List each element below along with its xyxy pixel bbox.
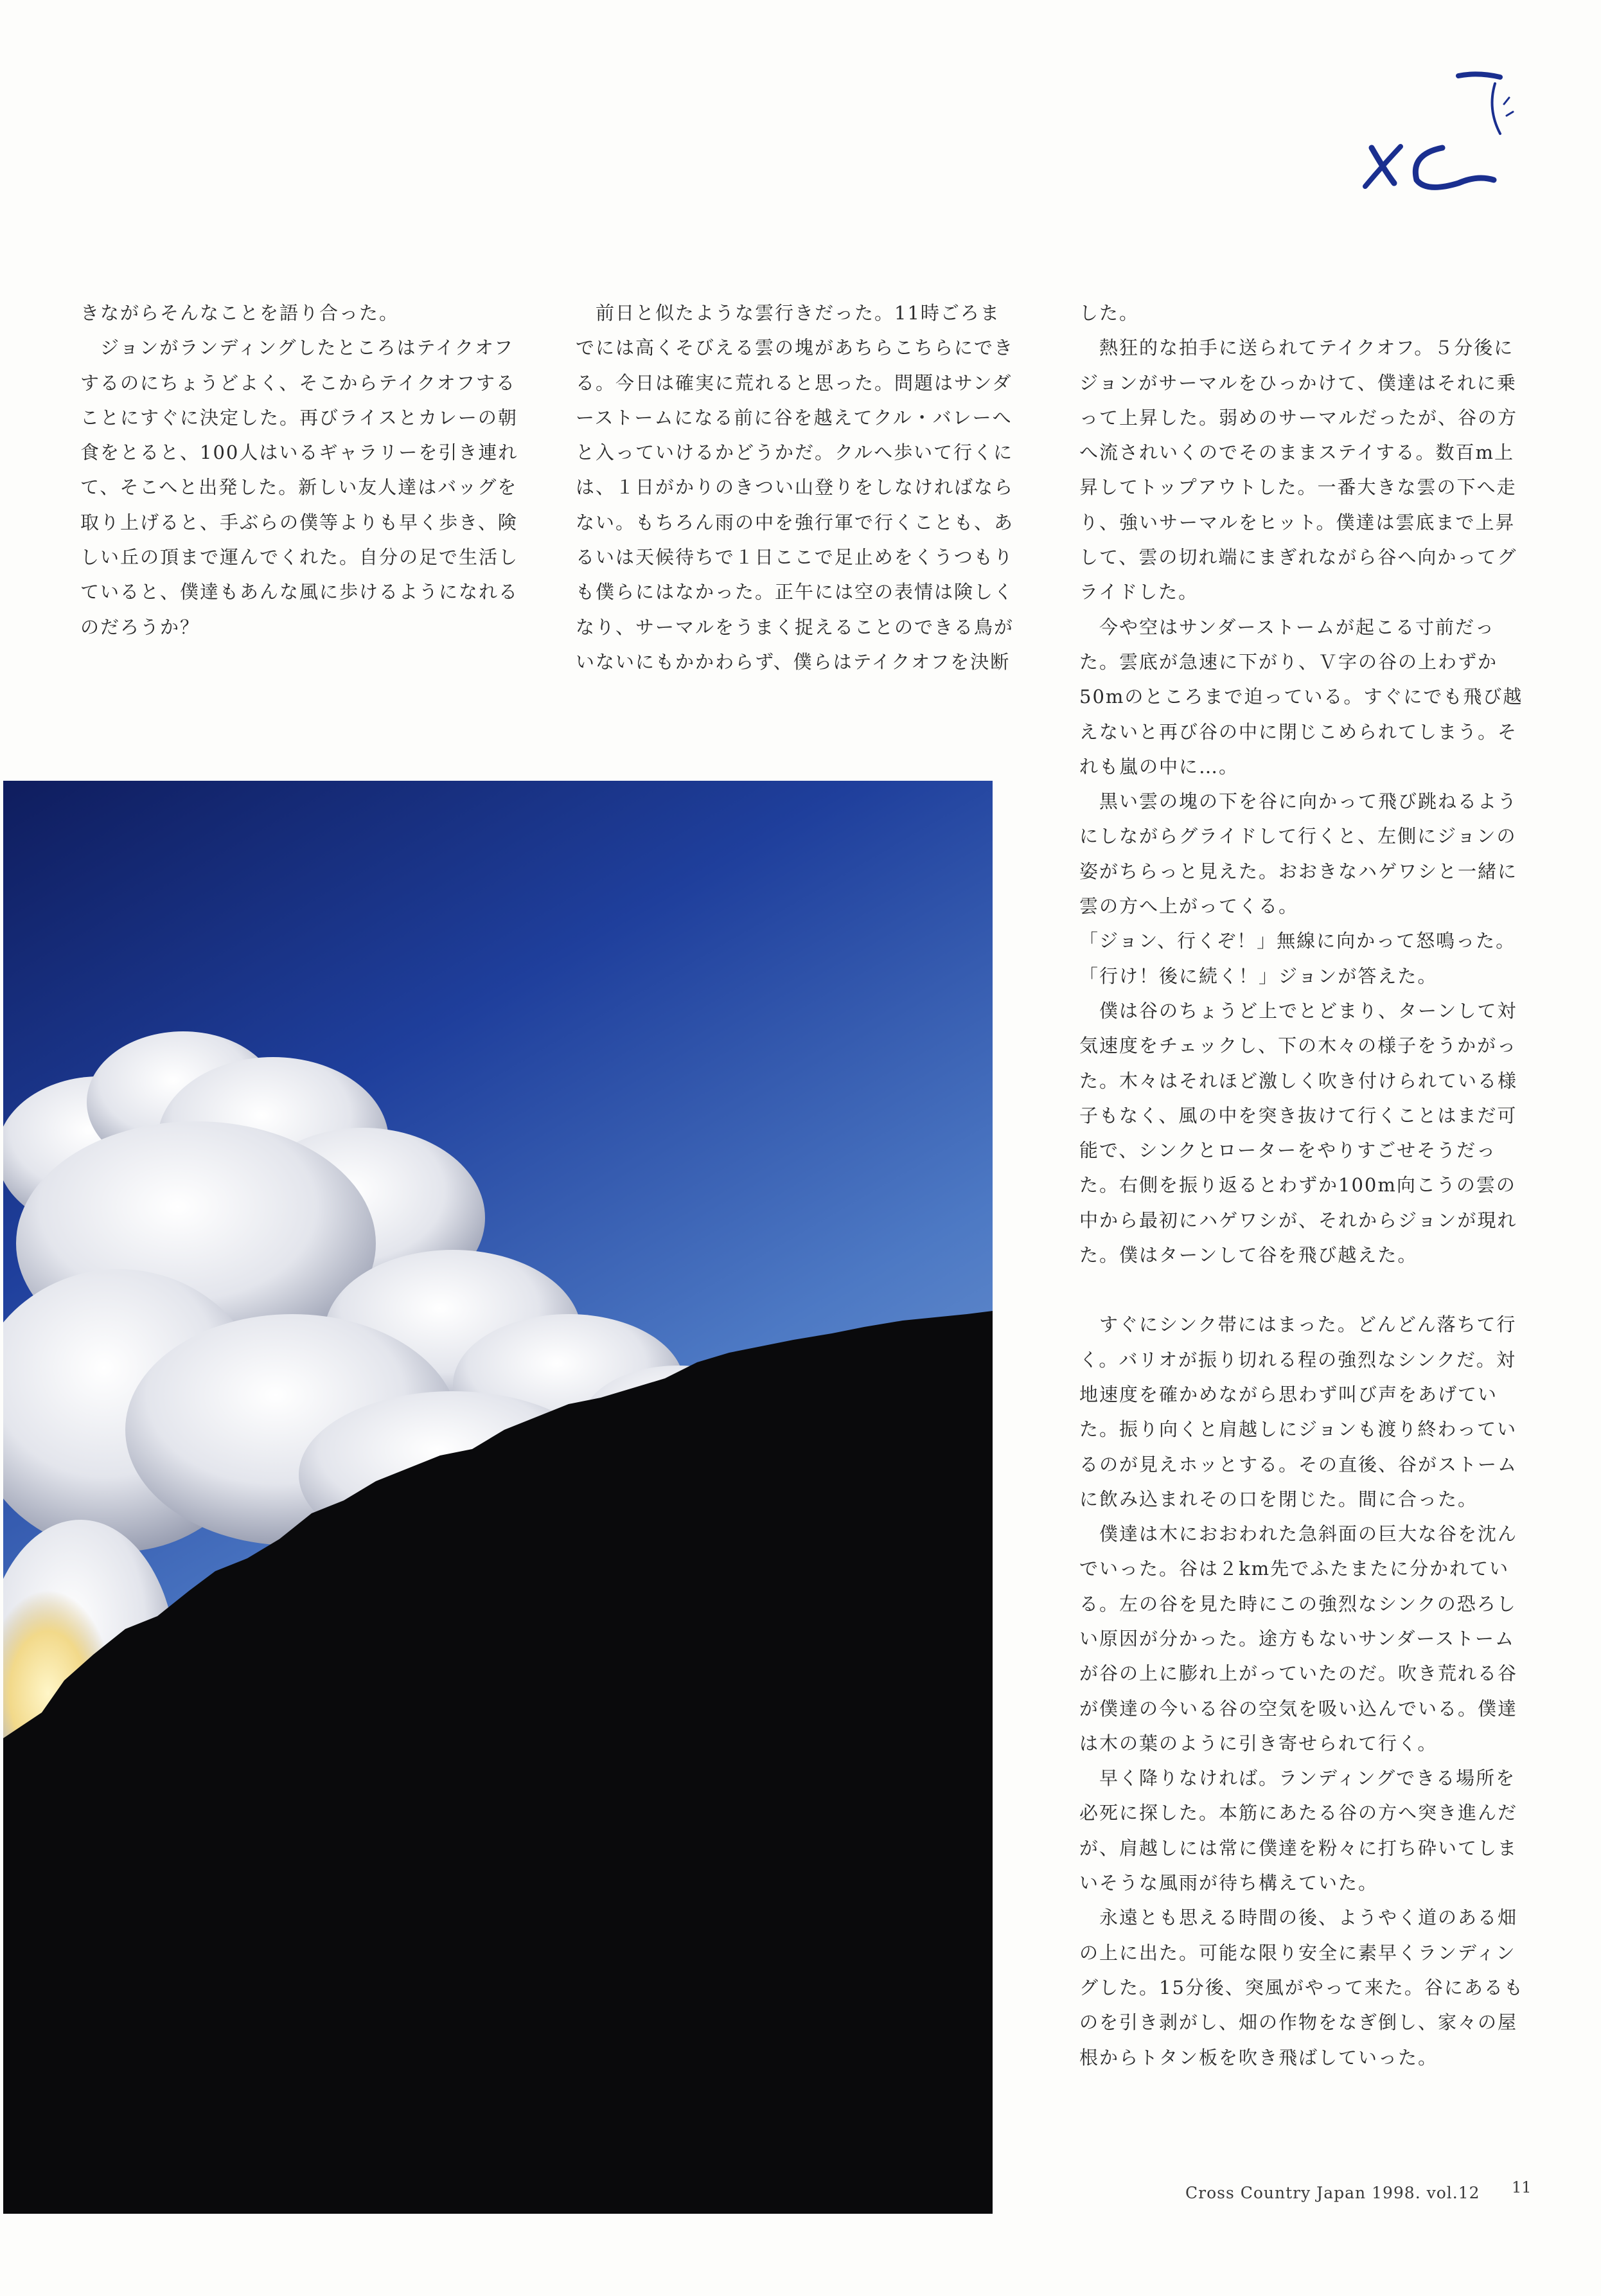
- paragraph: 今や空はサンダーストームが起こる寸前だった。雲底が急速に下がり、Ｖ字の谷の上わずか50mのところまで迫っている。すぐにでも飛び越えないと再び谷の中に閉じこめられてしまう。それも嵐の中に…。: [1079, 616, 1523, 778]
- paragraph: 早く降りなければ。ランディングできる場所を必死に探した。本筋にあたる谷の方へ突き進んだが、肩越しには常に僕達を粉々に打ち砕いてしまいそうな風雨が待ち構えていた。: [1079, 1767, 1518, 1894]
- paragraph: 僕達は木におおわれた急斜面の巨大な谷を沈んでいった。谷は２km先でふたまたに分かれている。左の谷を見た時にこの強烈なシンクの恐ろしい原因が分かった。途方もないサンダーストームが谷の上に膨れ上がっていたのだ。吹き荒れる谷が僕達の今いる谷の空気を吸い込んでいる。僕達は木の葉のように引き寄せられて行く。: [1079, 1523, 1518, 1754]
- xc-logo: [1346, 64, 1519, 206]
- paragraph: 僕は谷のちょうど上でとどまり、ターンして対気速度をチェックし、下の木々の様子をうかがった。木々はそれほど激しく吹き付けられている様子もなく、風の中を突き抜けて行くことはまだ可能で、シンクとローターをやりすごせそうだった。右側を振り返るとわずか100m向こうの雲の中から最初にハゲワシが、それからジョンが現れた。僕はターンして谷を飛び越えた。: [1079, 999, 1518, 1267]
- paragraph: 前日と似たような雲行きだった。11時ごろまでには高くそびえる雲の塊があちらこちらにできる。今日は確実に荒れると思った。問題はサンダーストームになる前に谷を越えてクル・バレーへと入っていけるかどうかだ。クルへ歩いて行くには、１日がかりのきつい山登りをしなければならない。もちろん雨の中を強行軍で行くことも、あるいは天候待ちで１日ここで足止めをくうつもりも僕らにはなかった。正午には空の表情は険しくなり、サーマルをうまく捉えることのできる鳥がいないにもかかわらず、僕らはテイクオフを決断: [576, 302, 1014, 673]
- paragraph: 「行け！後に続く！」ジョンが答えた。: [1079, 965, 1438, 987]
- paragraph: した。: [1079, 302, 1140, 324]
- paragraph: 永遠とも思える時間の後、ようやく道のある畑の上に出た。可能な限り安全に素早くランディングした。15分後、突風がやって来た。谷にあるものを引き剥がし、畑の作物をなぎ倒し、家々の屋根からトタン板を吹き飛ばしていった。: [1079, 1907, 1524, 2069]
- text-column-1: [80, 296, 530, 645]
- paragraph: 熱狂的な拍手に送られてテイクオフ。５分後にジョンがサーマルをひっかけて、僕達はそれに乗って上昇した。弱めのサーマルだったが、谷の方へ流されいくのでそのままステイする。数百m上昇してトップアウトした。一番大きな雲の下へ走り、強いサーマルをヒット。僕達は雲底まで上昇して、雲の切れ端にまぎれながら谷へ向かってグライドした。: [1079, 337, 1518, 603]
- paragraph: 「ジョン、行くぞ！」無線に向かって怒鳴った。: [1079, 930, 1516, 952]
- text-column-3: [1079, 296, 1532, 2075]
- cloud-photo: [3, 781, 993, 2214]
- page-number: 11: [1512, 2178, 1532, 2196]
- publication-footer: Cross Country Japan 1998. vol.12: [1185, 2184, 1480, 2202]
- paragraph: すぐにシンク帯にはまった。どんどん落ちて行く。バリオが振り切れる程の強烈なシンクだ。対地速度を確かめながら思わず叫び声をあげていた。振り向くと肩越しにジョンも渡り終わっているのが見えホッとする。その直後、谷がストームに飲み込まれその口を閉じた。間に合った。: [1079, 1313, 1518, 1510]
- paragraph: 黒い雲の塊の下を谷に向かって飛び跳ねるようにしながらグライドして行くと、左側にジョンの姿がちらっと見えた。おおきなハゲワシと一緒に雲の方へ上がってくる。: [1079, 790, 1518, 918]
- paragraph: ジョンがランディングしたところはテイクオフするのにちょうどよく、そこからテイクオフすることにすぐに決定した。再びライスとカレーの朝食をとると、100人はいるギャラリーを引き連れて、そこへと出発した。新しい友人達はバッグを取り上げると、手ぶらの僕等よりも早く歩き、険しい丘の頂まで運んでくれた。自分の足で生活していると、僕達もあんな風に歩けるようになれるのだろうか？: [80, 337, 519, 638]
- paragraph: きながらそんなことを語り合った。: [80, 302, 400, 324]
- text-column-2: [576, 296, 1019, 679]
